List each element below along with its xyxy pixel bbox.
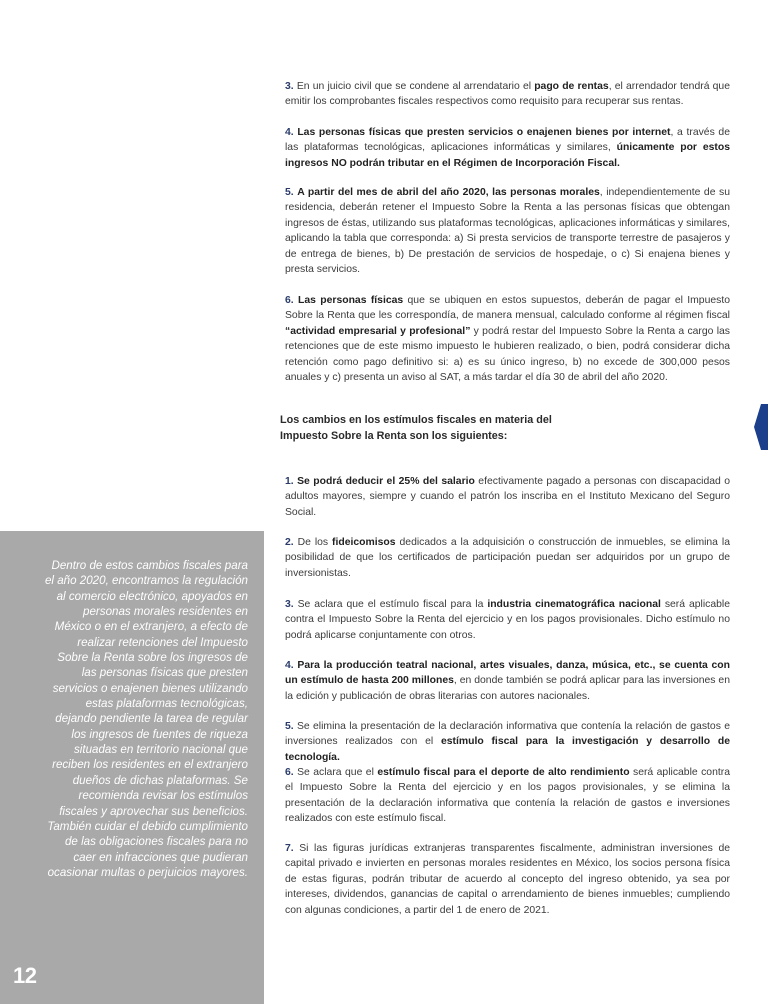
item-text: , el arrendador tendrá que emitir los comprobantes fiscales respectivos como requisito para recuperar sus rentas.: [285, 81, 730, 108]
item-number: 1.: [285, 476, 294, 487]
item-text: dedicados a la adquisición o construcción de inmuebles, se elimina la posibilidad de que los certificados de participación puedan ser adquiridos por un grupo de inversionistas.: [285, 537, 730, 579]
item-number: 4.: [285, 660, 294, 671]
item-text: , independientemente de su residencia, deberán retener el Impuesto Sobre la Renta a las personas físicas que obtengan ingresos de éstas, utilizando sus plataformas tecnológicas, aplicaciones informáticas y similares, aplicando la tabla que corresponda: a) Si presta servicios de transporte terrestre de pasajeros y de entrega de bienes, b) De prestación de servicios de hospedaje, o c) Si enajena bienes y presta servicios.: [285, 187, 731, 276]
item-emphasis: Para la producción teatral nacional, artes visuales, danza, música, etc., se cuenta con un estímulo de hasta 200 millones: [285, 660, 731, 687]
item-text: será aplicable contra el Impuesto Sobre la Renta del ejercicio y en los pagos provisionales, y se elimina la presentación de la declaración informativa que contenía la relación de gastos e inversiones realizados con este estímulo fiscal.: [285, 767, 730, 825]
section-heading: [280, 413, 580, 444]
stimulus-item-2: [285, 535, 730, 581]
item-number: 4.: [285, 127, 294, 138]
section-tab-marker: [754, 404, 768, 450]
stimulus-item-1: [285, 474, 730, 520]
item-number: 5.: [285, 721, 294, 732]
item-number: 6.: [285, 767, 294, 778]
item-number: 3.: [285, 81, 294, 92]
item-text: , a través de las plataformas tecnológicas, aplicaciones informáticas y similares,: [285, 127, 730, 154]
stimulus-item-3: [285, 597, 730, 643]
item-emphasis: Las personas físicas que presten servicios o enajenen bienes por internet: [297, 127, 671, 138]
item-text: y podrá restar del Impuesto Sobre la Renta a cargo las retenciones que de este mismo impuesto le hubieren realizado, o bien, podrá considerar dicha retención como pago definitivo si: a) es su único ingreso, b) no excede de 300,000 pesos anuales y c) presenta un aviso al SAT, a más tardar el día 30 de abril del año 2020.: [285, 325, 731, 384]
item-number: 6.: [285, 295, 294, 306]
item-emphasis: Las personas físicas: [298, 295, 404, 306]
item-text: efectivamente pagado a personas con discapacidad o adultos mayores, siempre y cuando el patrón los inscriba en el Instituto Mexicano del Seguro Social.: [285, 476, 731, 518]
stimulus-item-5: [285, 719, 730, 765]
item-emphasis: pago de rentas: [534, 81, 609, 92]
item-emphasis: Se podrá deducir el 25% del salario: [297, 476, 475, 487]
item-number: 5.: [285, 187, 294, 198]
stimulus-item-6: [285, 765, 730, 827]
item-emphasis: estímulo fiscal para la investigación y desarrollo de tecnología.: [285, 736, 730, 763]
item-text: Se aclara que el estímulo fiscal para la: [293, 599, 488, 610]
heading-line: Los cambios en los estímulos fiscales en materia del: [280, 414, 552, 426]
page-number: 12: [13, 963, 37, 988]
item-text: En un juicio civil que se condene al arrendatario el: [293, 81, 535, 92]
top-item-3: [285, 79, 730, 110]
item-text: , en donde también se podrá aplicar para las inversiones en la edición y publicación de obras literarias con autores nacionales.: [285, 675, 730, 702]
item-text: que se ubiquen en estos supuestos, deberán de pagar el Impuesto Sobre la Renta que les correspondía, de manera mensual, calculado conforme al régimen fiscal: [285, 295, 731, 322]
item-emphasis: únicamente por estos ingresos NO podrán tributar en el Régimen de Incorporación Fiscal.: [285, 142, 730, 169]
sidebar-quote: Dentro de estos cambios fiscales para el año 2020, encontramos la regulación al comercio electrónico, apoyados en personas morales residentes en México o en el extranjero, a efecto de realizar retenciones del Impuesto Sobre la Renta sobre los ingresos de las personas físicas que presten servicios o enajenen bienes utilizando estas plataformas tecnológicas, dejando pendiente la tarea de regular los ingresos de fuentes de riqueza situadas en territorio nacional que reciben los residentes en el extranjero dueños de dichas plataformas. Se recomienda revisar los estímulos fiscales y aprovechar sus beneficios. También cuidar el debido cumplimiento de las obligaciones fiscales para no caer en infracciones que pudieran ocasionar multas o perjuicios mayores.: [44, 559, 248, 879]
item-text: Se elimina la presentación de la declaración informativa que contenía la relación de gastos e inversiones realizados con el: [285, 721, 730, 748]
item-number: 7.: [285, 843, 294, 854]
top-item-4: [285, 125, 730, 171]
item-text: será aplicable contra el Impuesto Sobre la Renta del ejercicio y en los pagos provisionales. Dicho estímulo no podrá aplicarse conjuntamente con otros.: [285, 599, 730, 641]
item-number: 3.: [285, 599, 294, 610]
item-text: De los: [293, 537, 333, 548]
item-emphasis: A partir del mes de abril del año 2020, las personas morales: [297, 187, 600, 198]
top-item-6: [285, 293, 730, 386]
item-emphasis: fideicomisos: [332, 537, 396, 548]
item-emphasis: industria cinematográfica nacional: [487, 599, 661, 610]
item-text: Si las figuras jurídicas extranjeras transparentes fiscalmente, administran inversiones de capital privado e invierten en personas morales residentes en México, los socios persona física de estas figuras, podrán tributar de acuerdo al concepto del ingreso obtenido, ya sea por intereses, dividendos, ganancias de capital o arrendamiento de bienes inmuebles; cumpliendo con algunas condiciones, a partir del 1 de enero de 2021.: [285, 843, 730, 916]
item-text: Se aclara que el: [293, 767, 378, 778]
item-number: 2.: [285, 537, 294, 548]
stimulus-item-4: [285, 658, 730, 704]
item-emphasis: “actividad empresarial y profesional”: [285, 325, 471, 337]
stimulus-item-7: [285, 841, 730, 918]
item-emphasis: estímulo fiscal para el deporte de alto rendimiento: [377, 767, 630, 778]
top-item-5: [285, 185, 730, 278]
heading-line: Impuesto Sobre la Renta son los siguientes:: [280, 429, 508, 442]
